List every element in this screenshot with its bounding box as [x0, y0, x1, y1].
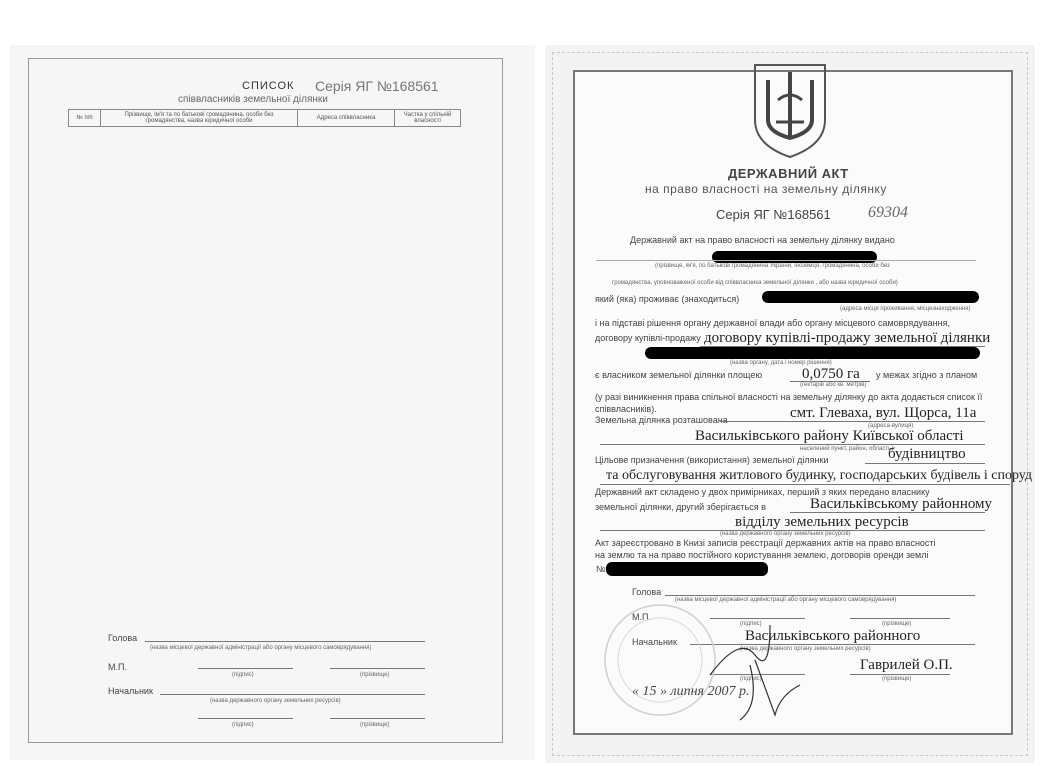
table-header: Адреса співвласника [298, 110, 395, 127]
left-head-caption: (назва місцевої державної адміністрації або органу місцевого самоврядування) [150, 645, 372, 651]
signature-icon [700, 615, 820, 725]
right-surname-caption-2: (прізвище) [882, 676, 912, 682]
left-surname-caption: (прізвище) [360, 672, 390, 678]
residence-caption: (адреса місця проживання, місцезнаходження) [840, 306, 971, 312]
left-head-label: Голова [108, 633, 138, 643]
registry-text-2: на землю та на право постійного користування землею, договорів оренди землі [595, 550, 929, 560]
location-value: смт. Глеваха, вул. Щорса, 11а [790, 405, 977, 421]
table-header: № п/п [69, 110, 101, 127]
date-value: « 15 » липня 2007 р. [632, 684, 750, 699]
right-head-caption: (назва місцевої державної адміністрації або органу місцевого самоврядування) [675, 597, 897, 603]
copies-text: Державний акт складено у двох примірниках, перший з яких передано власнику [595, 487, 930, 497]
right-head-label: Голова [632, 587, 662, 597]
registry-prefix: № [596, 564, 606, 574]
left-mp-label: М.П. [108, 662, 127, 672]
left-signature-caption-2: (підпис) [232, 722, 254, 728]
right-signature-caption: (підпис) [740, 621, 762, 627]
owner-caption-1: (прізвище, ім'я, по батькові громадянина України, іноземця, громадянина, особи без [655, 263, 890, 269]
right-signature-caption-2: (підпис) [740, 676, 762, 682]
purpose-label: Цільове призначення (використання) земельної ділянки [595, 455, 829, 465]
area-suffix: у межах згідно з планом [876, 370, 978, 380]
coowners-table [68, 109, 461, 127]
coowners-note: (у разі виникнення права спільної власності на земельну ділянку до акта додається список її співвласників). [595, 392, 983, 414]
right-subtitle: на право власності на земельну ділянку [645, 182, 887, 196]
purpose-value-2: та обслуговування житлового будинку, господарських будівель і споруд [606, 468, 1033, 483]
issued-text: Державний акт на право власності на земельну ділянку видано [630, 235, 895, 245]
stored-caption: (назва державного органу земельних ресурсів) [720, 531, 851, 537]
area-text: є власником земельної ділянки площею [595, 370, 763, 380]
right-mp-label: М.П. [632, 612, 651, 622]
owner-caption-2: громадянства, уповноваженої особи від співвласника земельної ділянки , або назва юридичної особи) [612, 280, 898, 286]
right-series: Серія ЯГ №168561 [716, 207, 831, 222]
purpose-value-1: будівництво [888, 446, 966, 462]
left-subtitle: співвласників земельної ділянки [178, 94, 328, 105]
district-caption: населений пункт, район, область) [800, 446, 894, 452]
left-signature-caption: (підпис) [232, 672, 254, 678]
redaction-owner [712, 251, 877, 263]
area-caption: (гектарів або кв. метрів) [800, 382, 867, 388]
right-title: ДЕРЖАВНИЙ АКТ [728, 166, 849, 181]
stored-value-1: Васильківському районному [810, 496, 993, 512]
stored-value-2: відділу земельних ресурсів [735, 514, 909, 530]
left-chief-label: Начальник [108, 686, 153, 696]
redaction-registry [606, 562, 768, 576]
chief-value: Васильківського районного [745, 628, 921, 644]
contract-label: договору купівлі-продажу [595, 333, 701, 343]
contract-caption: (назва органу, дата і номер рішення) [730, 360, 832, 366]
redaction-address [762, 291, 979, 303]
right-surname-caption: (прізвище) [882, 621, 912, 627]
location-caption: (адреса-вулиця) [868, 423, 914, 429]
chief-surname: Гаврилей О.П. [860, 657, 953, 673]
contract-value: договору купівлі-продажу земельної ділянки [704, 330, 991, 346]
decision-text: і на підставі рішення органу державної влади або органу місцевого самоврядування, [595, 318, 950, 328]
table-header: Частка у спільній власності [395, 110, 461, 127]
registry-text-1: Акт зареєстровано в Книзі записів реєстрації державних актів на право власності [595, 538, 936, 548]
left-surname-caption-2: (прізвище) [360, 722, 390, 728]
right-chief-label: Начальник [632, 637, 677, 647]
area-value: 0,0750 га [802, 366, 860, 382]
left-series: Серія ЯГ №168561 [315, 78, 439, 94]
left-title: СПИСОК [242, 80, 295, 92]
district-value: Васильківського району Київської області [695, 428, 964, 444]
redaction-decision [645, 347, 980, 359]
stored-text: земельної ділянки, другий зберігається в [595, 502, 766, 512]
left-chief-caption: (назва державного органу земельних ресурсів) [210, 698, 341, 704]
right-chief-caption: (назва державного органу земельних ресурсів) [740, 646, 871, 652]
table-header: Прізвище, ім'я та по батькові громадянина, особи без громадянства, назва юридичної особи [101, 110, 298, 127]
coat-of-arms-icon [750, 60, 830, 160]
location-label: Земельна ділянка розташована [595, 415, 728, 425]
residence-text: який (яка) проживає (знаходиться) [595, 294, 740, 304]
handwritten-number: 69304 [868, 204, 908, 221]
